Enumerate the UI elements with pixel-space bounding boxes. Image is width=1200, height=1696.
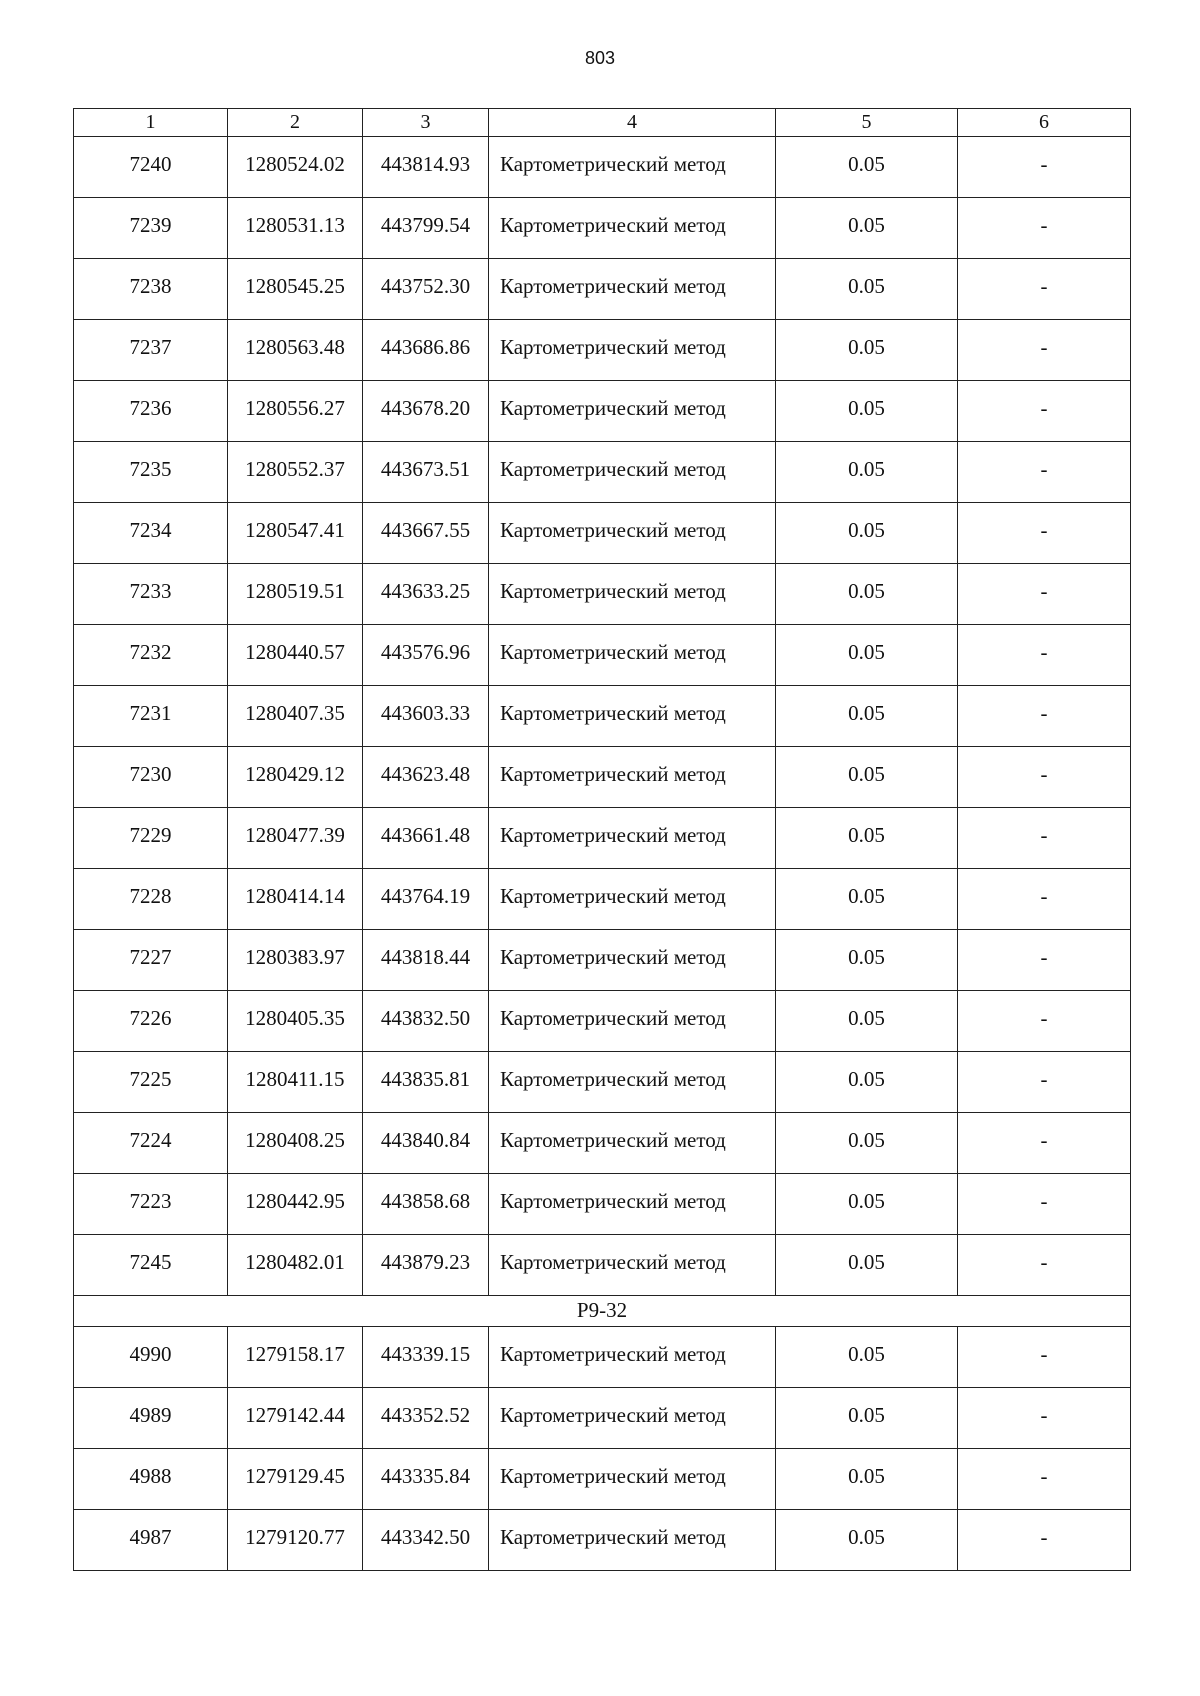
point-number-cell: 7226 <box>74 991 228 1052</box>
y-coordinate-cell: 443633.25 <box>363 564 489 625</box>
point-number-cell: 7224 <box>74 1113 228 1174</box>
note-cell: - <box>958 747 1131 808</box>
x-coordinate-cell: 1280531.13 <box>228 198 363 259</box>
table-row <box>74 686 1131 747</box>
point-number-cell: 4988 <box>74 1449 228 1510</box>
y-coordinate-cell: 443352.52 <box>363 1388 489 1449</box>
x-coordinate-cell: 1280556.27 <box>228 381 363 442</box>
point-number-cell: 7234 <box>74 503 228 564</box>
y-coordinate-cell: 443879.23 <box>363 1235 489 1296</box>
x-coordinate-cell: 1280411.15 <box>228 1052 363 1113</box>
method-cell: Картометрический метод <box>489 1449 776 1510</box>
section-label: Р9-32 <box>74 1296 1131 1327</box>
table-row <box>74 1327 1131 1388</box>
table-row <box>74 259 1131 320</box>
y-coordinate-cell: 443342.50 <box>363 1510 489 1571</box>
table-row <box>74 991 1131 1052</box>
column-number-4: 4 <box>489 109 776 137</box>
x-coordinate-cell: 1280429.12 <box>228 747 363 808</box>
note-cell: - <box>958 1449 1131 1510</box>
x-coordinate-cell: 1279142.44 <box>228 1388 363 1449</box>
method-cell: Картометрический метод <box>489 503 776 564</box>
y-coordinate-cell: 443840.84 <box>363 1113 489 1174</box>
y-coordinate-cell: 443752.30 <box>363 259 489 320</box>
table-row <box>74 320 1131 381</box>
method-cell: Картометрический метод <box>489 686 776 747</box>
note-cell: - <box>958 320 1131 381</box>
method-cell: Картометрический метод <box>489 1327 776 1388</box>
note-cell: - <box>958 1052 1131 1113</box>
note-cell: - <box>958 1174 1131 1235</box>
x-coordinate-cell: 1280442.95 <box>228 1174 363 1235</box>
accuracy-cell: 0.05 <box>776 1510 958 1571</box>
note-cell: - <box>958 381 1131 442</box>
y-coordinate-cell: 443623.48 <box>363 747 489 808</box>
note-cell: - <box>958 442 1131 503</box>
accuracy-cell: 0.05 <box>776 686 958 747</box>
table-row <box>74 808 1131 869</box>
accuracy-cell: 0.05 <box>776 1327 958 1388</box>
accuracy-cell: 0.05 <box>776 1388 958 1449</box>
y-coordinate-cell: 443576.96 <box>363 625 489 686</box>
note-cell: - <box>958 198 1131 259</box>
point-number-cell: 4990 <box>74 1327 228 1388</box>
table-body <box>74 109 1131 1571</box>
accuracy-cell: 0.05 <box>776 869 958 930</box>
note-cell: - <box>958 808 1131 869</box>
y-coordinate-cell: 443832.50 <box>363 991 489 1052</box>
accuracy-cell: 0.05 <box>776 1052 958 1113</box>
point-number-cell: 7230 <box>74 747 228 808</box>
accuracy-cell: 0.05 <box>776 930 958 991</box>
y-coordinate-cell: 443686.86 <box>363 320 489 381</box>
method-cell: Картометрический метод <box>489 1388 776 1449</box>
x-coordinate-cell: 1280408.25 <box>228 1113 363 1174</box>
table-row <box>74 1449 1131 1510</box>
note-cell: - <box>958 1510 1131 1571</box>
point-number-cell: 7228 <box>74 869 228 930</box>
table-row <box>74 1388 1131 1449</box>
y-coordinate-cell: 443673.51 <box>363 442 489 503</box>
accuracy-cell: 0.05 <box>776 503 958 564</box>
point-number-cell: 7229 <box>74 808 228 869</box>
point-number-cell: 7245 <box>74 1235 228 1296</box>
x-coordinate-cell: 1279129.45 <box>228 1449 363 1510</box>
method-cell: Картометрический метод <box>489 1113 776 1174</box>
note-cell: - <box>958 625 1131 686</box>
column-number-3: 3 <box>363 109 489 137</box>
accuracy-cell: 0.05 <box>776 991 958 1052</box>
table-row <box>74 442 1131 503</box>
point-number-cell: 7223 <box>74 1174 228 1235</box>
accuracy-cell: 0.05 <box>776 808 958 869</box>
table-row <box>74 198 1131 259</box>
column-number-5: 5 <box>776 109 958 137</box>
table-row <box>74 930 1131 991</box>
method-cell: Картометрический метод <box>489 747 776 808</box>
y-coordinate-cell: 443764.19 <box>363 869 489 930</box>
method-cell: Картометрический метод <box>489 808 776 869</box>
x-coordinate-cell: 1280477.39 <box>228 808 363 869</box>
x-coordinate-cell: 1280563.48 <box>228 320 363 381</box>
method-cell: Картометрический метод <box>489 1235 776 1296</box>
method-cell: Картометрический метод <box>489 1510 776 1571</box>
x-coordinate-cell: 1280405.35 <box>228 991 363 1052</box>
x-coordinate-cell: 1280545.25 <box>228 259 363 320</box>
x-coordinate-cell: 1280482.01 <box>228 1235 363 1296</box>
y-coordinate-cell: 443858.68 <box>363 1174 489 1235</box>
method-cell: Картометрический метод <box>489 198 776 259</box>
table-row <box>74 1510 1131 1571</box>
method-cell: Картометрический метод <box>489 137 776 198</box>
note-cell: - <box>958 1235 1131 1296</box>
y-coordinate-cell: 443661.48 <box>363 808 489 869</box>
method-cell: Картометрический метод <box>489 991 776 1052</box>
y-coordinate-cell: 443339.15 <box>363 1327 489 1388</box>
table-row <box>74 747 1131 808</box>
point-number-cell: 7233 <box>74 564 228 625</box>
x-coordinate-cell: 1280414.14 <box>228 869 363 930</box>
table-row <box>74 1052 1131 1113</box>
accuracy-cell: 0.05 <box>776 1449 958 1510</box>
column-number-1: 1 <box>74 109 228 137</box>
accuracy-cell: 0.05 <box>776 625 958 686</box>
method-cell: Картометрический метод <box>489 930 776 991</box>
table-row <box>74 1235 1131 1296</box>
accuracy-cell: 0.05 <box>776 1174 958 1235</box>
accuracy-cell: 0.05 <box>776 747 958 808</box>
method-cell: Картометрический метод <box>489 442 776 503</box>
y-coordinate-cell: 443678.20 <box>363 381 489 442</box>
point-number-cell: 7225 <box>74 1052 228 1113</box>
method-cell: Картометрический метод <box>489 381 776 442</box>
point-number-cell: 7237 <box>74 320 228 381</box>
y-coordinate-cell: 443835.81 <box>363 1052 489 1113</box>
section-header-row <box>74 1296 1131 1327</box>
table-row <box>74 869 1131 930</box>
note-cell: - <box>958 1388 1131 1449</box>
page-number: 803 <box>584 48 616 68</box>
method-cell: Картометрический метод <box>489 564 776 625</box>
note-cell: - <box>958 1113 1131 1174</box>
x-coordinate-cell: 1280552.37 <box>228 442 363 503</box>
accuracy-cell: 0.05 <box>776 564 958 625</box>
table-row <box>74 1113 1131 1174</box>
x-coordinate-cell: 1280440.57 <box>228 625 363 686</box>
point-number-cell: 7240 <box>74 137 228 198</box>
y-coordinate-cell: 443603.33 <box>363 686 489 747</box>
note-cell: - <box>958 137 1131 198</box>
y-coordinate-cell: 443335.84 <box>363 1449 489 1510</box>
method-cell: Картометрический метод <box>489 1174 776 1235</box>
y-coordinate-cell: 443814.93 <box>363 137 489 198</box>
note-cell: - <box>958 259 1131 320</box>
method-cell: Картометрический метод <box>489 259 776 320</box>
point-number-cell: 7235 <box>74 442 228 503</box>
note-cell: - <box>958 503 1131 564</box>
x-coordinate-cell: 1280519.51 <box>228 564 363 625</box>
accuracy-cell: 0.05 <box>776 381 958 442</box>
accuracy-cell: 0.05 <box>776 320 958 381</box>
method-cell: Картометрический метод <box>489 625 776 686</box>
point-number-cell: 4987 <box>74 1510 228 1571</box>
point-number-cell: 4989 <box>74 1388 228 1449</box>
x-coordinate-cell: 1279158.17 <box>228 1327 363 1388</box>
point-number-cell: 7238 <box>74 259 228 320</box>
table-row <box>74 1174 1131 1235</box>
y-coordinate-cell: 443667.55 <box>363 503 489 564</box>
point-number-cell: 7231 <box>74 686 228 747</box>
point-number-cell: 7236 <box>74 381 228 442</box>
point-number-cell: 7227 <box>74 930 228 991</box>
y-coordinate-cell: 443799.54 <box>363 198 489 259</box>
x-coordinate-cell: 1280524.02 <box>228 137 363 198</box>
table-row <box>74 503 1131 564</box>
x-coordinate-cell: 1279120.77 <box>228 1510 363 1571</box>
note-cell: - <box>958 1327 1131 1388</box>
table-row <box>74 564 1131 625</box>
x-coordinate-cell: 1280383.97 <box>228 930 363 991</box>
note-cell: - <box>958 564 1131 625</box>
column-number-6: 6 <box>958 109 1131 137</box>
accuracy-cell: 0.05 <box>776 1113 958 1174</box>
table-row <box>74 381 1131 442</box>
note-cell: - <box>958 930 1131 991</box>
table-row <box>74 625 1131 686</box>
y-coordinate-cell: 443818.44 <box>363 930 489 991</box>
x-coordinate-cell: 1280547.41 <box>228 503 363 564</box>
note-cell: - <box>958 991 1131 1052</box>
column-number-header-row <box>74 109 1131 137</box>
method-cell: Картометрический метод <box>489 320 776 381</box>
accuracy-cell: 0.05 <box>776 1235 958 1296</box>
accuracy-cell: 0.05 <box>776 442 958 503</box>
note-cell: - <box>958 686 1131 747</box>
accuracy-cell: 0.05 <box>776 198 958 259</box>
table-row <box>74 137 1131 198</box>
x-coordinate-cell: 1280407.35 <box>228 686 363 747</box>
coordinates-table <box>73 108 1131 1571</box>
method-cell: Картометрический метод <box>489 869 776 930</box>
note-cell: - <box>958 869 1131 930</box>
accuracy-cell: 0.05 <box>776 259 958 320</box>
point-number-cell: 7239 <box>74 198 228 259</box>
point-number-cell: 7232 <box>74 625 228 686</box>
method-cell: Картометрический метод <box>489 1052 776 1113</box>
column-number-2: 2 <box>228 109 363 137</box>
accuracy-cell: 0.05 <box>776 137 958 198</box>
